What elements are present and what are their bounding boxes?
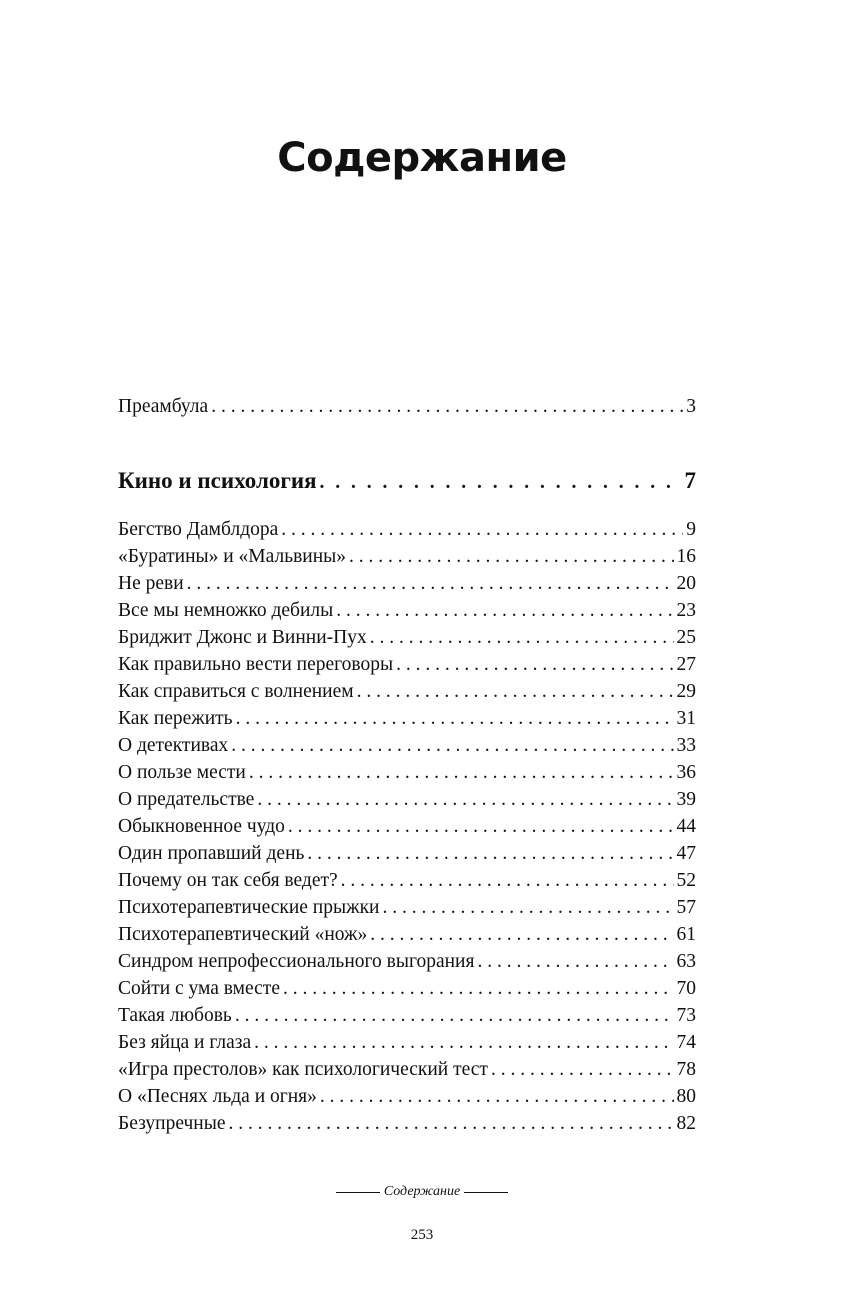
toc-entry[interactable]: [118, 624, 696, 651]
dot-leader: [477, 948, 673, 975]
running-footer: [0, 1184, 844, 1200]
toc-entry[interactable]: [118, 651, 696, 678]
toc-entry-page: 70: [676, 978, 696, 999]
toc-entry-page: 74: [676, 1032, 696, 1053]
toc-entry-label: Бриджит Джонс и Винни-Пух: [118, 627, 367, 648]
toc-entry-page: 61: [676, 924, 696, 945]
dot-leader: [491, 1056, 674, 1083]
dot-leader: [254, 1029, 673, 1056]
page-title: Содержание: [277, 135, 567, 181]
toc-entry[interactable]: [118, 543, 696, 570]
dot-leader: [235, 1002, 674, 1029]
toc-entry[interactable]: [118, 813, 696, 840]
toc-entry-label: О пользе мести: [118, 762, 246, 783]
toc-entry-page: 29: [676, 681, 696, 702]
toc-entry[interactable]: [118, 516, 696, 543]
toc-entry[interactable]: [118, 1029, 696, 1056]
dot-leader: [249, 759, 674, 786]
toc-entry-label: Преамбула: [118, 396, 209, 417]
table-of-contents: [118, 393, 696, 1137]
dot-leader: [336, 597, 673, 624]
toc-entry[interactable]: [118, 948, 696, 975]
toc-entry[interactable]: [118, 570, 696, 597]
toc-entry-label: Бегство Дамблдора: [118, 519, 279, 540]
toc-entry-label: О детективах: [118, 735, 229, 756]
toc-entry-label: Безупречные: [118, 1113, 226, 1134]
toc-entry-page: 9: [686, 519, 696, 540]
toc-entry[interactable]: [118, 732, 696, 759]
toc-entry-page: 25: [676, 627, 696, 648]
toc-entry-label: О предательстве: [118, 789, 255, 810]
toc-entry-page: 80: [676, 1086, 696, 1107]
footer-rule-left: [336, 1192, 380, 1193]
toc-entry-page: 57: [676, 897, 696, 918]
toc-entry-label: Один пропавший день: [118, 843, 305, 864]
dot-leader: [370, 921, 673, 948]
dot-leader: [307, 840, 673, 867]
dot-leader: [320, 466, 682, 498]
toc-entry-label: Такая любовь: [118, 1005, 232, 1026]
toc-entry[interactable]: [118, 1002, 696, 1029]
page-number: 253: [410, 1227, 434, 1243]
footer-rule-right: [464, 1192, 508, 1193]
toc-entry[interactable]: [118, 840, 696, 867]
toc-entry-page: 33: [676, 735, 696, 756]
dot-leader: [231, 732, 673, 759]
toc-entry-label: Как правильно вести переговоры: [118, 654, 394, 675]
dot-leader: [288, 813, 674, 840]
toc-entry-page: 39: [676, 789, 696, 810]
toc-entry-label: Почему он так себя ведет?: [118, 870, 338, 891]
toc-entry-label: Все мы немножко дебилы: [118, 600, 334, 621]
dot-leader: [281, 516, 683, 543]
section-page: 7: [684, 468, 696, 493]
toc-entry[interactable]: [118, 867, 696, 894]
toc-entry-page: 20: [676, 573, 696, 594]
dot-leader: [396, 651, 673, 678]
toc-entry[interactable]: [118, 1056, 696, 1083]
dot-leader: [257, 786, 673, 813]
section-label: Кино и психология: [118, 468, 317, 493]
toc-entry-page: 44: [676, 816, 696, 837]
toc-entry-page: 31: [676, 708, 696, 729]
toc-entry[interactable]: [118, 975, 696, 1002]
toc-entry[interactable]: [118, 921, 696, 948]
toc-entry-label: Обыкновенное чудо: [118, 816, 285, 837]
toc-entry-page: 82: [676, 1113, 696, 1134]
toc-entry-label: Не реви: [118, 573, 184, 594]
toc-entry-page: 47: [676, 843, 696, 864]
dot-leader: [341, 867, 674, 894]
toc-entry-label: Как справиться с волнением: [118, 681, 354, 702]
toc-entry[interactable]: [118, 894, 696, 921]
toc-entry[interactable]: [118, 786, 696, 813]
toc-entry-page: 73: [676, 1005, 696, 1026]
toc-entry-page: 63: [676, 951, 696, 972]
toc-entry-page: 27: [676, 654, 696, 675]
toc-entry-label: Без яйца и глаза: [118, 1032, 252, 1053]
toc-entry-label: «Игра престолов» как психологический тест: [118, 1059, 488, 1080]
toc-entry[interactable]: [118, 705, 696, 732]
toc-entry[interactable]: [118, 597, 696, 624]
toc-entry-label: Психотерапевтические прыжки: [118, 897, 380, 918]
dot-leader: [211, 393, 683, 420]
toc-entry-label: «Буратины» и «Мальвины»: [118, 546, 347, 567]
dot-leader: [349, 543, 673, 570]
toc-entry-preamble[interactable]: [118, 393, 696, 420]
toc-entry-page: 3: [686, 396, 696, 417]
dot-leader: [370, 624, 674, 651]
toc-entry-page: 36: [676, 762, 696, 783]
toc-entry[interactable]: [118, 1083, 696, 1110]
dot-leader: [187, 570, 674, 597]
toc-section-heading[interactable]: [118, 464, 696, 498]
toc-entry[interactable]: [118, 1110, 696, 1137]
toc-entry-page: 23: [676, 600, 696, 621]
dot-leader: [382, 894, 673, 921]
toc-entry-label: О «Песнях льда и огня»: [118, 1086, 317, 1107]
toc-entry[interactable]: [118, 678, 696, 705]
dot-leader: [236, 705, 674, 732]
dot-leader: [229, 1110, 674, 1137]
toc-entry-list: [118, 516, 696, 1137]
toc-entry-page: 16: [676, 546, 696, 567]
dot-leader: [320, 1083, 674, 1110]
toc-entry[interactable]: [118, 759, 696, 786]
toc-entry-label: Психотерапевтический «нож»: [118, 924, 368, 945]
toc-entry-label: Синдром непрофессионального выгорания: [118, 951, 475, 972]
toc-entry-label: Сойти с ума вместе: [118, 978, 280, 999]
toc-entry-page: 52: [676, 870, 696, 891]
toc-entry-label: Как пережить: [118, 708, 233, 729]
dot-leader: [357, 678, 674, 705]
toc-entry-page: 78: [676, 1059, 696, 1080]
dot-leader: [283, 975, 674, 1002]
running-title: Содержание: [383, 1184, 461, 1199]
